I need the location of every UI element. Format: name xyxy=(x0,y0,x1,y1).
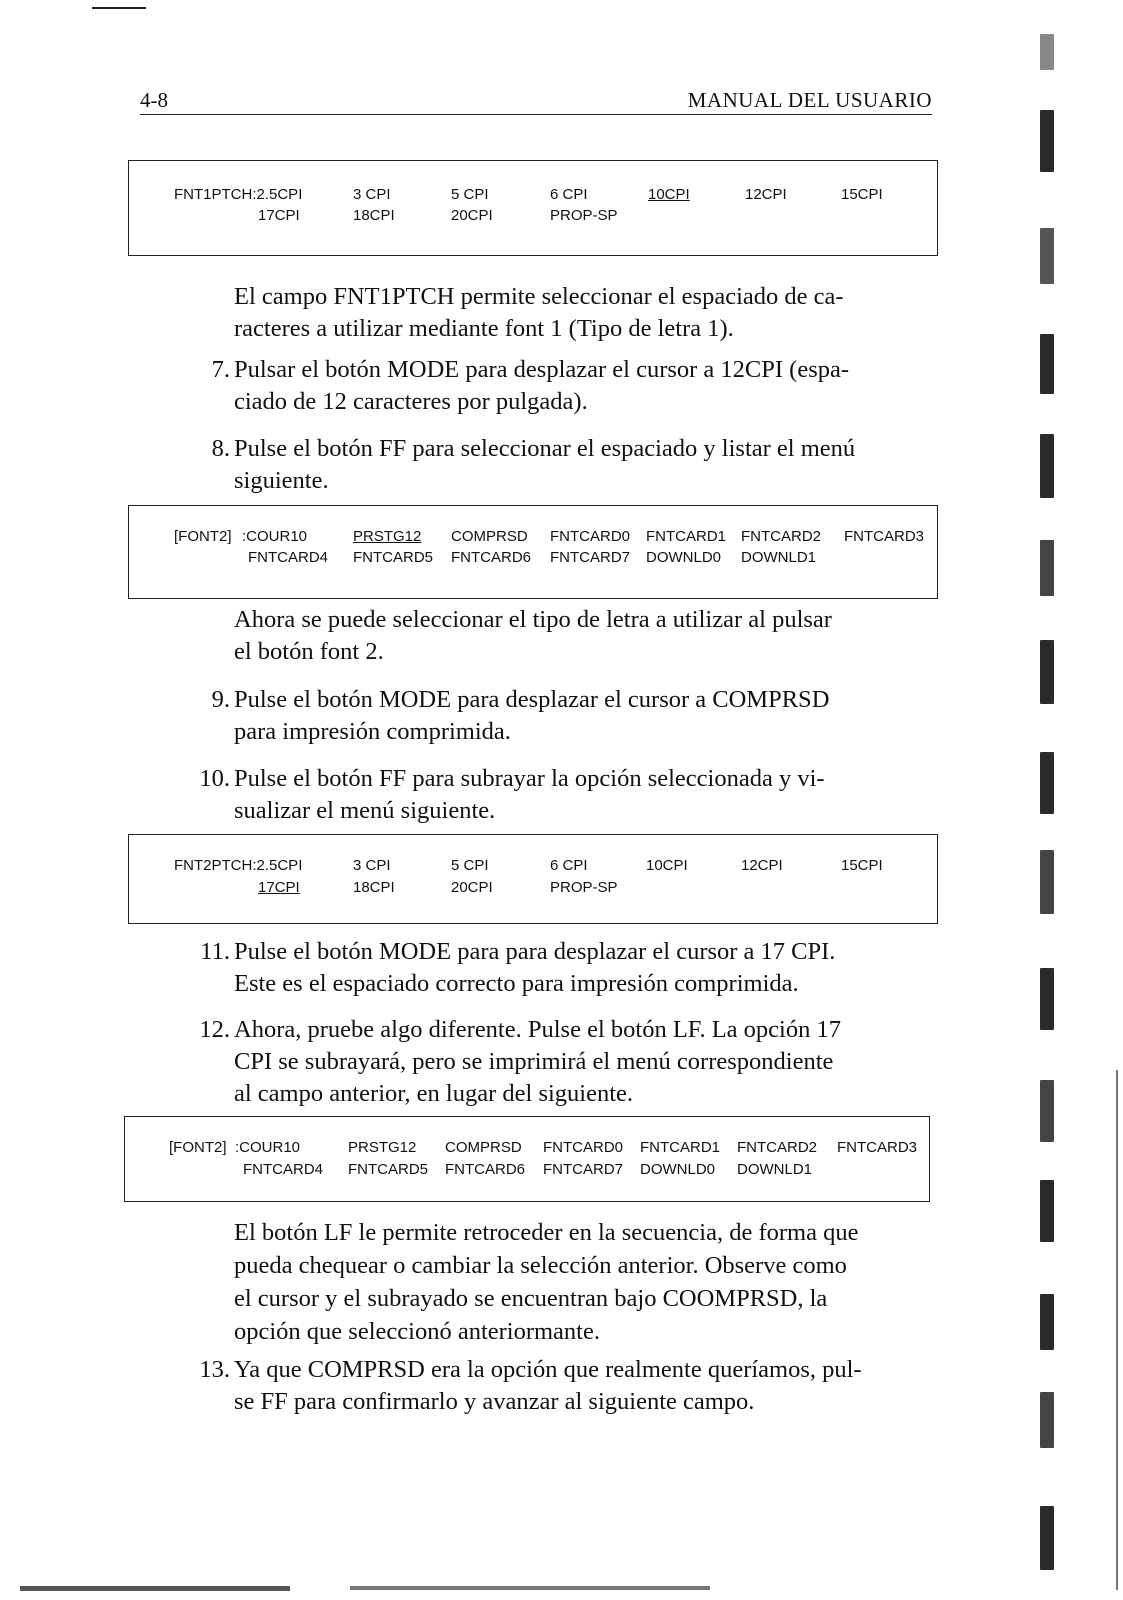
scan-margin-mark xyxy=(1040,334,1054,394)
step-text xyxy=(234,1354,862,1418)
menu-option: DOWNLD0 xyxy=(646,549,722,566)
step-number: 10. xyxy=(199,765,230,792)
text-line: Ahora, pruebe algo diferente. Pulse el botón LF. La opción 17 xyxy=(234,1016,841,1043)
step-text xyxy=(234,684,829,748)
step-text xyxy=(234,433,855,497)
paragraph xyxy=(234,604,832,668)
page-number: 4-8 xyxy=(140,88,168,112)
page-header xyxy=(140,86,932,115)
text-line: el cursor y el subrayado se encuentran bajo COOMPRSD, la xyxy=(234,1285,828,1312)
top-rule xyxy=(92,7,146,9)
menu-option: 17CPI xyxy=(258,207,300,224)
menu-option: PROP-SP xyxy=(550,879,618,896)
scan-margin-mark xyxy=(1040,640,1054,704)
menu-option-selected: PRSTG12 xyxy=(353,528,422,545)
scan-margin-mark xyxy=(1040,434,1054,498)
scan-bottom-edge xyxy=(350,1586,710,1590)
scan-margin-mark xyxy=(1040,752,1054,814)
scan-margin-mark xyxy=(1040,1180,1054,1242)
text-line: sualizar el menú siguiente. xyxy=(234,797,496,824)
menu-option: FNTCARD0 xyxy=(550,528,631,545)
menu-option: 5 CPI xyxy=(451,186,489,203)
menu-option: PROP-SP xyxy=(550,207,618,224)
menu-option: 12CPI xyxy=(741,857,783,874)
menu-option: 3 CPI xyxy=(353,186,391,203)
menu-option: FNTCARD1 xyxy=(640,1139,721,1156)
step-text xyxy=(234,936,835,1000)
menu-option: COMPRSD xyxy=(451,528,528,545)
printer-menu-font2 xyxy=(128,505,938,599)
step-text xyxy=(234,1014,841,1110)
text-line: Este es el espaciado correcto para impresión comprimida. xyxy=(234,970,799,997)
text-line: se FF para confirmarlo y avanzar al siguiente campo. xyxy=(234,1388,755,1415)
menu-option: FNTCARD6 xyxy=(445,1161,526,1178)
menu-option: 15CPI xyxy=(841,186,883,203)
menu-option: DOWNLD1 xyxy=(741,549,817,566)
step-number: 7. xyxy=(211,356,230,383)
menu-option: 5 CPI xyxy=(451,857,489,874)
scan-margin-mark xyxy=(1040,1294,1054,1350)
menu-option: :COUR10 xyxy=(235,1139,301,1156)
text-line: Pulse el botón FF para subrayar la opción seleccionada y vi- xyxy=(234,765,825,792)
text-line: Pulse el botón FF para seleccionar el espaciado y listar el menú xyxy=(234,435,856,462)
menu-option: FNTCARD4 xyxy=(243,1161,324,1178)
menu-row xyxy=(125,1161,929,1179)
printer-menu-font2-repeat xyxy=(124,1116,930,1202)
menu-option: FNTCARD4 xyxy=(248,549,329,566)
menu-option: PRSTG12 xyxy=(348,1139,417,1156)
text-line: pueda chequear o cambiar la selección anterior. Observe como xyxy=(234,1252,847,1279)
step-number: 9. xyxy=(211,686,230,713)
scan-bottom-edge xyxy=(20,1586,290,1591)
scan-margin-mark xyxy=(1040,850,1054,914)
menu-option: FNTCARD2 xyxy=(737,1139,818,1156)
paragraph xyxy=(234,1216,858,1348)
text-line: El campo FNT1PTCH permite seleccionar el espaciado de ca- xyxy=(234,283,844,310)
menu-option: :COUR10 xyxy=(242,528,308,545)
text-line: al campo anterior, en lugar del siguiente. xyxy=(234,1080,634,1107)
menu-option: FNTCARD1 xyxy=(646,528,727,545)
step-text xyxy=(234,354,849,418)
text-line: Ya que COMPRSD era la opción que realmente queríamos, pul- xyxy=(234,1356,862,1383)
menu-option: FNTCARD2 xyxy=(741,528,822,545)
scan-margin-mark xyxy=(1040,1506,1054,1570)
text-line: ciado de 12 caracteres por pulgada). xyxy=(234,388,588,415)
menu-option: COMPRSD xyxy=(445,1139,522,1156)
menu-option: 10CPI xyxy=(646,857,688,874)
text-line: CPI se subrayará, pero se imprimirá el menú correspondiente xyxy=(234,1048,834,1075)
menu-option: FNTCARD3 xyxy=(837,1139,918,1156)
paragraph xyxy=(234,281,844,345)
scan-margin-mark xyxy=(1040,228,1054,284)
text-line: opción que seleccionó anteriormante. xyxy=(234,1318,600,1345)
menu-row xyxy=(129,549,937,567)
menu-option: FNTCARD7 xyxy=(543,1161,624,1178)
menu-option: FNTCARD5 xyxy=(353,549,434,566)
text-line: Pulse el botón MODE para para desplazar el cursor a 17 CPI. xyxy=(234,938,836,965)
menu-option: FNT2PTCH:2.5CPI xyxy=(174,857,303,874)
text-line: siguiente. xyxy=(234,467,329,494)
menu-row xyxy=(129,879,937,897)
text-line: para impresión comprimida. xyxy=(234,718,511,745)
menu-option: 20CPI xyxy=(451,879,493,896)
menu-option: 15CPI xyxy=(841,857,883,874)
menu-option: 20CPI xyxy=(451,207,493,224)
menu-option: 3 CPI xyxy=(353,857,391,874)
text-line: Pulse el botón MODE para desplazar el cursor a COMPRSD xyxy=(234,686,830,713)
menu-option: DOWNLD0 xyxy=(640,1161,716,1178)
scan-margin-mark xyxy=(1040,540,1054,596)
scan-margin-mark xyxy=(1040,110,1054,172)
menu-option: 18CPI xyxy=(353,879,395,896)
menu-row xyxy=(129,207,937,225)
text-line: Pulsar el botón MODE para desplazar el cursor a 12CPI (espa- xyxy=(234,356,850,383)
step-number: 8. xyxy=(211,435,230,462)
menu-option: FNTCARD3 xyxy=(844,528,925,545)
running-title: MANUAL DEL USUARIO xyxy=(687,88,932,112)
menu-row xyxy=(129,528,937,546)
scan-page-edge xyxy=(1116,1070,1118,1590)
text-line: el botón font 2. xyxy=(234,638,384,665)
menu-option: [FONT2] xyxy=(169,1139,227,1156)
text-line: El botón LF le permite retroceder en la secuencia, de forma que xyxy=(234,1219,859,1246)
printer-menu-fnt1ptch xyxy=(128,160,938,256)
step-text xyxy=(234,763,825,827)
scan-margin-mark xyxy=(1040,968,1054,1030)
menu-option: FNTCARD7 xyxy=(550,549,631,566)
step-number: 12. xyxy=(199,1016,230,1043)
printer-menu-fnt2ptch xyxy=(128,834,938,924)
menu-option: DOWNLD1 xyxy=(737,1161,813,1178)
menu-row xyxy=(125,1139,929,1157)
menu-option: 18CPI xyxy=(353,207,395,224)
step-number: 13. xyxy=(199,1356,230,1383)
menu-option-selected: 17CPI xyxy=(258,879,300,896)
scan-margin-mark xyxy=(1040,34,1054,70)
menu-option: FNTCARD0 xyxy=(543,1139,624,1156)
menu-row xyxy=(129,857,937,875)
menu-option: 6 CPI xyxy=(550,186,588,203)
menu-option: 12CPI xyxy=(745,186,787,203)
menu-row xyxy=(129,186,937,204)
step-number: 11. xyxy=(200,938,230,965)
text-line: racteres a utilizar mediante font 1 (Tipo de letra 1). xyxy=(234,315,734,342)
scan-margin-mark xyxy=(1040,1080,1054,1142)
scan-margin-mark xyxy=(1040,1392,1054,1448)
menu-option: FNTCARD5 xyxy=(348,1161,429,1178)
menu-option: 6 CPI xyxy=(550,857,588,874)
text-line: Ahora se puede seleccionar el tipo de letra a utilizar al pulsar xyxy=(234,606,832,633)
menu-option: FNTCARD6 xyxy=(451,549,532,566)
menu-option-selected: 10CPI xyxy=(648,186,690,203)
menu-option: [FONT2] xyxy=(174,528,232,545)
menu-option: FNT1PTCH:2.5CPI xyxy=(174,186,303,203)
